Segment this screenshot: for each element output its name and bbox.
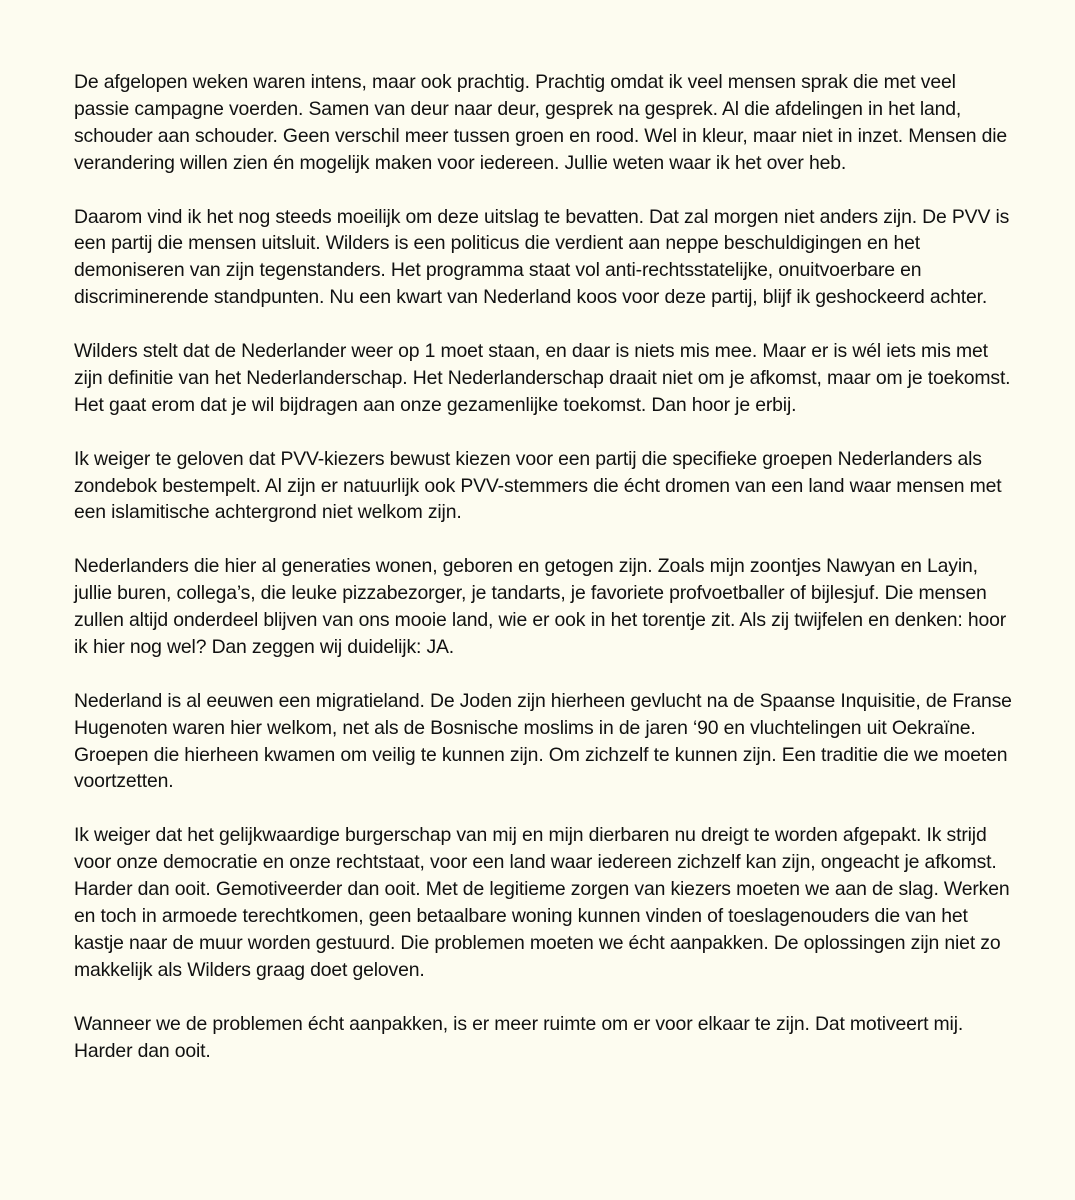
statement-document [74,69,1014,1064]
paragraph-5: Nederlanders die hier al generaties wonen, geboren en getogen zijn. Zoals mijn zoontjes Nawyan en Layin, jullie buren, collega’s, die leuke pizzabezorger, je tandarts, je favoriete profvoetballer of bijlesjuf. Die mensen zullen altijd onderdeel blijven van ons mooie land, wie er ook in het torentje zit. Als zij twijfelen en denken: hoor ik hier nog wel? Dan zeggen wij duidelijk: JA. [74,555,1007,658]
paragraph-4: Ik weiger te geloven dat PVV-kiezers bewust kiezen voor een partij die specifieke groepen Nederlanders als zondebok bestempelt. Al zijn er natuurlijk ook PVV-stemmers die écht dromen van een land waar mensen met een islamitische achtergrond niet welkom zijn. [74,447,1002,524]
paragraph-2: Daarom vind ik het nog steeds moeilijk om deze uitslag te bevatten. Dat zal morgen niet anders zijn. De PVV is een partij die mensen uitsluit. Wilders is een politicus die verdient aan neppe beschuldigingen en het demoniseren van zijn tegenstanders. Het programma staat vol anti-rechtsstatelijke, onuitvoerbare en discriminerende standpunten. Nu een kwart van Nederland koos voor deze partij, blijf ik geshockeerd achter. [74,205,1010,309]
paragraph-3: Wilders stelt dat de Nederlander weer op 1 moet staan, en daar is niets mis mee. Maar er is wél iets mis met zijn definitie van het Nederlanderschap. Het Nederlanderschap draait niet om je afkomst, maar om je toekomst. Het gaat erom dat je wil bijdragen aan onze gezamenlijke toekomst. Dan hoor je erbij. [74,340,1011,416]
paragraph-6: Nederland is al eeuwen een migratieland. De Joden zijn hierheen gevlucht na de Spaanse Inquisitie, de Franse Hugenoten waren hier welkom, net als de Bosnische moslims in de jaren ‘90 en vluchtelingen uit Oekraïne. Groepen die hierheen kwamen om veilig te kunnen zijn. Om zichzelf te kunnen zijn. Een traditie die we moeten voortzetten. [74,689,1012,793]
paragraph-7: Ik weiger dat het gelijkwaardige burgerschap van mij en mijn dierbaren nu dreigt te worden afgepakt. Ik strijd voor onze democratie en onze rechtstaat, voor een land waar iedereen zichzelf kan zijn, ongeacht je afkomst. Harder dan ooit. Gemotiveerder dan ooit. Met de legitieme zorgen van kiezers moeten we aan de slag. Werken en toch in armoede terechtkomen, geen betaalbare woning kunnen vinden of toeslagenouders die van het kastje naar de muur worden gestuurd. Die problemen moeten we écht aanpakken. De oplossingen zijn niet zo makkelijk als Wilders graag doet geloven. [74,824,1010,981]
paragraph-1: De afgelopen weken waren intens, maar ook prachtig. Prachtig omdat ik veel mensen sprak die met veel passie campagne voerden. Samen van deur naar deur, gesprek na gesprek. Al die afdelingen in het land, schouder aan schouder. Geen verschil meer tussen groen en rood. Wel in kleur, maar niet in inzet. Mensen die verandering willen zien én mogelijk maken voor iedereen. Jullie weten waar ik het over heb. [74,71,1008,174]
paragraph-8: Wanneer we de problemen écht aanpakken, is er meer ruimte om er voor elkaar te zijn. Dat motiveert mij. Harder dan ooit. [74,1012,964,1062]
